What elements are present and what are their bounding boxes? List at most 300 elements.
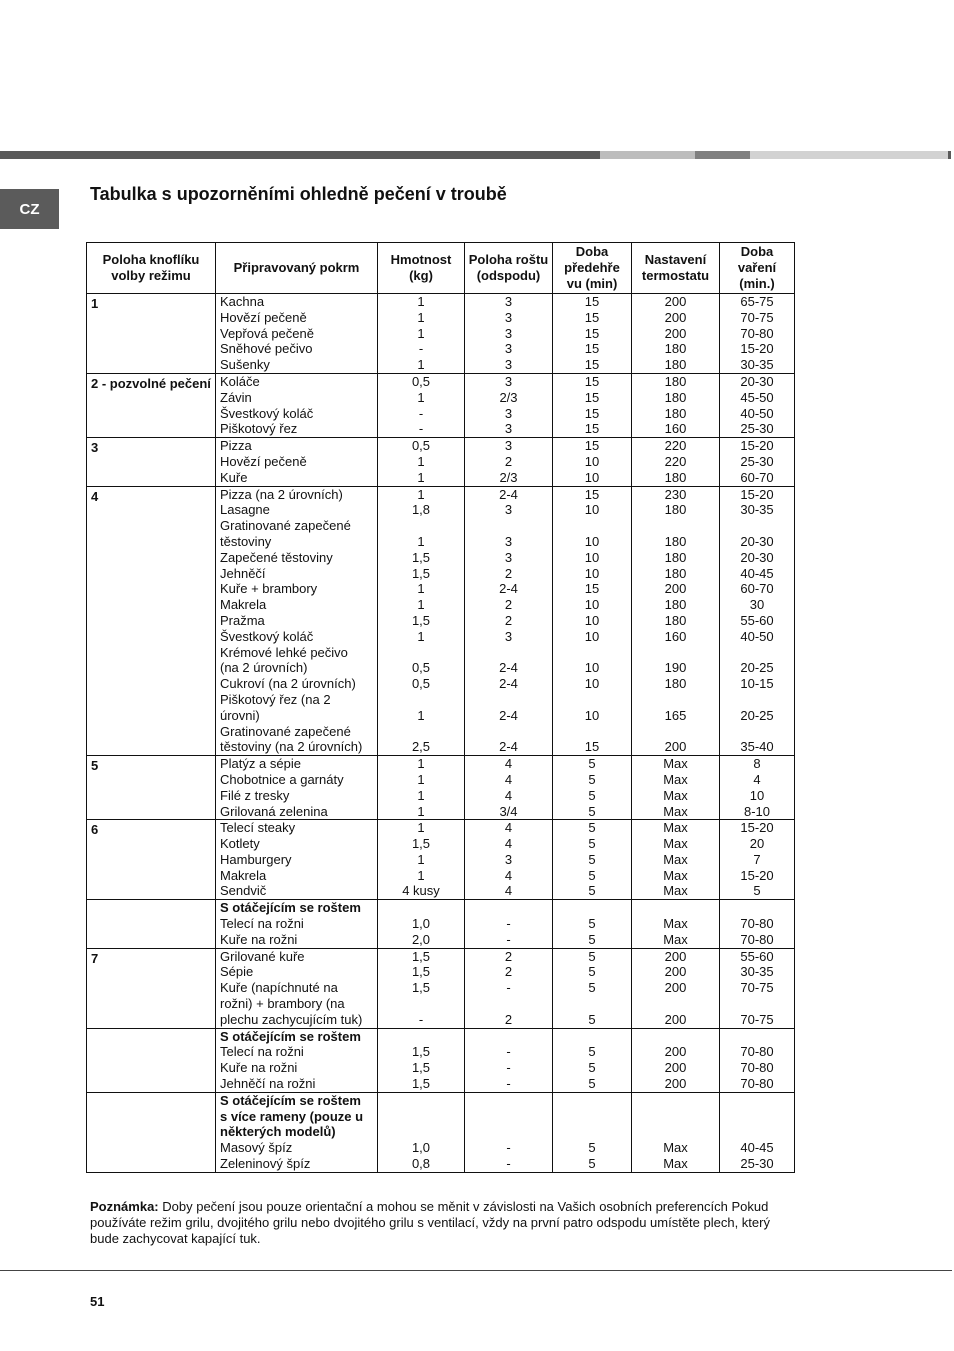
cell-value: Švestkový koláč <box>220 405 314 421</box>
cell-value: Makrela <box>220 597 267 613</box>
cook-time-cell <box>720 486 795 756</box>
cell-value <box>632 1124 719 1140</box>
cell-value: 40-50 <box>740 405 774 421</box>
cell-value: 5 <box>588 1011 596 1027</box>
header-bar-mid <box>695 151 750 159</box>
cell-value <box>632 1109 719 1125</box>
cell-value: Max <box>663 820 688 836</box>
cell-value: 70-80 <box>740 325 774 341</box>
cell-value: některých modelů) <box>220 1124 336 1140</box>
cell-value: Kuře na rožni <box>220 1060 298 1076</box>
cell-value: S otáčejícím se roštem <box>220 1092 361 1108</box>
language-tab <box>0 189 59 229</box>
cell-value: - <box>418 1011 424 1027</box>
cell-value: 4 <box>504 756 513 772</box>
table-row <box>87 438 795 486</box>
cell-value: 5 <box>588 964 596 980</box>
cell-value: 180 <box>664 549 687 565</box>
cell-value: Vepřová pečeně <box>220 325 314 341</box>
cell-value: 1 <box>417 851 425 867</box>
cell-value <box>553 1124 631 1140</box>
cell-value: 10 <box>584 612 600 628</box>
cell-value: 3 <box>504 373 513 389</box>
cell-value: Max <box>663 1156 688 1172</box>
header-bar-dark <box>0 151 600 159</box>
table-row <box>87 756 795 820</box>
header-bar-light <box>600 151 695 159</box>
cell-value <box>720 900 794 916</box>
thermostat-cell <box>632 820 720 900</box>
cell-value: 15 <box>584 373 600 389</box>
cell-value: Krémové lehké pečivo <box>220 644 348 660</box>
cell-value: Kuře + brambory <box>220 581 318 597</box>
note-label: Poznámka: <box>90 1199 159 1214</box>
cell-value: Max <box>663 787 688 803</box>
cell-value: s více rameny (pouze u <box>220 1108 364 1124</box>
cell-value: 3 <box>504 405 513 421</box>
cell-value: 2 <box>504 1011 513 1027</box>
cell-value: rožni) + brambory (na <box>220 996 345 1012</box>
cell-value: Piškotový řez <box>220 421 298 437</box>
cell-value: 200 <box>664 1076 687 1092</box>
cell-value: 70-80 <box>740 1060 774 1076</box>
cell-value: 3 <box>504 851 513 867</box>
cell-value: Švestkový koláč <box>220 628 314 644</box>
cell-value: - <box>506 1044 511 1060</box>
cell-value: 40-45 <box>740 1140 774 1156</box>
cell-value <box>378 900 464 916</box>
preheat-cell <box>553 1028 632 1092</box>
cell-value: 30-35 <box>740 502 774 518</box>
cell-value: 15 <box>584 438 600 454</box>
table-row <box>87 1028 795 1092</box>
cell-value: Max <box>663 851 688 867</box>
cell-value: 220 <box>664 453 687 469</box>
cell-value: 5 <box>588 820 596 836</box>
cell-value: 15 <box>584 325 600 341</box>
cell-value: 220 <box>664 438 687 454</box>
cell-value: 10 <box>584 469 600 485</box>
cell-value: 1,5 <box>411 1044 431 1060</box>
header-bar-pale <box>750 151 948 159</box>
cell-value <box>465 724 552 740</box>
cell-value: Cukroví (na 2 úrovních) <box>220 676 356 692</box>
cell-value <box>378 1124 464 1140</box>
preheat-cell <box>553 948 632 1028</box>
cell-value: Sendvič <box>220 883 267 899</box>
cell-value: 5 <box>588 916 596 932</box>
rack-cell <box>465 820 553 900</box>
cell-value: 25-30 <box>740 1156 774 1172</box>
cell-value: 3 <box>504 325 513 341</box>
cell-value: Chobotnice a garnáty <box>220 771 344 787</box>
cell-value: Gratinované zapečené <box>220 518 351 534</box>
dish-cell <box>216 438 378 486</box>
cell-value: 4 <box>504 867 513 883</box>
cell-value: 3 <box>504 294 513 309</box>
cell-value: 40-50 <box>740 628 774 644</box>
cell-value: 10 <box>584 628 600 644</box>
cell-value: úrovni) <box>220 707 260 723</box>
cell-value: 1 <box>417 469 425 485</box>
cell-value: 200 <box>664 964 687 980</box>
cell-value: 10 <box>584 549 600 565</box>
cell-value: Max <box>663 883 688 899</box>
cell-value: 20-25 <box>740 660 774 676</box>
cell-value: 1 <box>417 707 425 723</box>
cell-value: 3 <box>504 549 513 565</box>
cell-value: Grilovaná zelenina <box>220 803 328 819</box>
cook-time-cell <box>720 948 795 1028</box>
cell-value: Pizza (na 2 úrovních) <box>220 486 343 502</box>
rack-cell <box>465 756 553 820</box>
cell-value: 70-80 <box>740 916 774 932</box>
cell-value: Max <box>663 836 688 852</box>
cell-value: 15 <box>584 581 600 597</box>
cell-value: plechu zachycujícím tuk) <box>220 1011 363 1027</box>
cell-value <box>378 724 464 740</box>
table-row <box>87 900 795 948</box>
preheat-cell <box>553 1092 632 1172</box>
cell-value: 2 <box>504 597 513 613</box>
cell-value: 200 <box>664 325 687 341</box>
cell-value: 15 <box>584 294 600 309</box>
cell-value: 15 <box>584 486 600 502</box>
cell-value <box>378 1093 464 1109</box>
cell-value: 5 <box>588 787 596 803</box>
cell-value: 2 <box>504 565 513 581</box>
cell-value: 190 <box>664 660 687 676</box>
cell-value: 35-40 <box>740 739 774 755</box>
cell-value: 1,5 <box>411 1076 431 1092</box>
cell-value: 180 <box>664 612 687 628</box>
cell-value: 5 <box>588 1060 596 1076</box>
cell-value: Hovězí pečeně <box>220 453 307 469</box>
cell-value: Koláče <box>220 373 260 389</box>
cell-value: 3 <box>504 628 513 644</box>
cell-value: 2 <box>504 612 513 628</box>
table-row <box>87 294 795 374</box>
cell-value: - <box>418 421 424 437</box>
cell-value <box>553 1109 631 1125</box>
cell-value: - <box>418 341 424 357</box>
cell-value: 180 <box>664 469 687 485</box>
cell-value <box>553 645 631 661</box>
dish-cell <box>216 820 378 900</box>
thermostat-cell <box>632 756 720 820</box>
cell-value: 180 <box>664 373 687 389</box>
cell-value: 15-20 <box>740 820 774 836</box>
cell-value: 180 <box>664 341 687 357</box>
cell-value: 1 <box>417 597 425 613</box>
cell-value: 200 <box>664 1044 687 1060</box>
cell-value: 5 <box>588 948 596 964</box>
cell-value: 20-25 <box>740 707 774 723</box>
thermostat-cell <box>632 486 720 756</box>
cell-value: Filé z tresky <box>220 787 290 803</box>
cell-value: 1 <box>417 309 425 325</box>
cell-value: 10 <box>584 707 600 723</box>
cell-value: 200 <box>664 739 687 755</box>
rack-cell <box>465 900 553 948</box>
cell-value: 8-10 <box>743 803 771 819</box>
cell-value: 40-45 <box>740 565 774 581</box>
thermostat-cell <box>632 373 720 437</box>
cell-value: 0,5 <box>411 438 431 454</box>
rack-cell <box>465 948 553 1028</box>
dish-cell <box>216 373 378 437</box>
cell-value: 8 <box>753 756 761 772</box>
header-preheat: Doba předehře vu (min) <box>553 243 632 294</box>
cell-value: 4 <box>504 771 513 787</box>
thermostat-cell <box>632 900 720 948</box>
cell-value: 1 <box>417 294 425 309</box>
cell-value <box>720 692 794 708</box>
cell-value: 30-35 <box>740 357 774 373</box>
cell-value: Max <box>663 756 688 772</box>
cell-value <box>465 1109 552 1125</box>
cell-value: 20 <box>749 836 765 852</box>
cell-value: 1 <box>417 533 425 549</box>
cell-value: Gratinované zapečené <box>220 723 351 739</box>
preheat-cell <box>553 820 632 900</box>
rack-cell <box>465 1092 553 1172</box>
cook-time-cell <box>720 756 795 820</box>
cell-value: 5 <box>588 771 596 787</box>
cell-value: 1,5 <box>411 948 431 964</box>
cell-value: 1 <box>417 803 425 819</box>
cell-value: 1,5 <box>411 980 431 996</box>
cell-value: 1,8 <box>411 502 431 518</box>
cell-value <box>378 692 464 708</box>
cell-value: 2/3 <box>499 469 518 485</box>
cell-value: - <box>506 931 511 947</box>
cell-value: 0,5 <box>411 373 431 389</box>
page-title: Tabulka s upozorněními ohledně pečení v troubě <box>90 184 507 204</box>
cell-value: 1,0 <box>411 916 431 932</box>
footer-divider <box>0 1270 952 1271</box>
cell-value: 5 <box>588 1140 596 1156</box>
cell-value: 3 <box>504 533 513 549</box>
cell-value: 5 <box>588 980 596 996</box>
rack-cell <box>465 438 553 486</box>
cell-value: - <box>506 1060 511 1076</box>
cell-value: 5 <box>588 756 596 772</box>
cell-value: Jehněčí <box>220 565 266 581</box>
cell-value: 5 <box>588 883 596 899</box>
cell-value <box>465 1124 552 1140</box>
cell-value: Kuře na rožni <box>220 931 298 947</box>
cell-value: 1,5 <box>411 565 431 581</box>
cell-value: - <box>506 916 511 932</box>
cell-value: 70-80 <box>740 1044 774 1060</box>
cell-value: 180 <box>664 389 687 405</box>
cook-time-cell <box>720 900 795 948</box>
cell-value: 2-4 <box>499 676 518 692</box>
cell-value: 10 <box>584 533 600 549</box>
cook-time-cell <box>720 820 795 900</box>
cell-value: 15 <box>584 405 600 421</box>
cell-value <box>720 996 794 1012</box>
cell-value: Max <box>663 771 688 787</box>
cell-value: 1 <box>417 486 425 502</box>
cell-value <box>465 996 552 1012</box>
cell-value: 10 <box>584 676 600 692</box>
cell-value: 4 <box>753 771 761 787</box>
cell-value: 55-60 <box>740 948 774 964</box>
cell-value: Jehněčí na rožni <box>220 1076 316 1092</box>
thermostat-cell <box>632 1092 720 1172</box>
preheat-cell <box>553 756 632 820</box>
table-row <box>87 486 795 756</box>
dish-cell <box>216 1028 378 1092</box>
cell-value: - <box>506 1140 511 1156</box>
cell-value: Lasagne <box>220 502 270 518</box>
cell-value: Telecí na rožni <box>220 916 304 932</box>
cell-value: 200 <box>664 294 687 309</box>
cell-value: 10 <box>584 597 600 613</box>
cell-value: 200 <box>664 309 687 325</box>
weight-cell <box>378 294 465 374</box>
cell-value <box>465 692 552 708</box>
mode-cell <box>87 1028 216 1092</box>
cell-value: 3 <box>504 357 513 373</box>
cell-value: Sněhové pečivo <box>220 341 313 357</box>
weight-cell <box>378 373 465 437</box>
note-text: Doby pečení jsou pouze orientační a mohou se měnit v závislosti na Vašich osobních preferencích Pokud používáte režim grilu, dvojitého grilu nebo dvojitého grilu s ventilací, vždy na první patro odspodu umístěte plech, který bude zachycovat kapající tuk. <box>90 1199 770 1246</box>
cell-value <box>720 1029 794 1045</box>
header-mode: Poloha knoflíku volby režimu <box>87 243 216 294</box>
cell-value <box>632 1093 719 1109</box>
cell-value: - <box>506 1156 511 1172</box>
cell-value: 70-75 <box>740 1011 774 1027</box>
cell-value <box>378 996 464 1012</box>
preheat-cell <box>553 294 632 374</box>
cell-value <box>465 1029 552 1045</box>
cell-value: 70-75 <box>740 980 774 996</box>
rack-cell <box>465 1028 553 1092</box>
cell-value: 200 <box>664 1060 687 1076</box>
cell-value: 1 <box>417 628 425 644</box>
cell-value: 5 <box>588 803 596 819</box>
cell-value: 2 <box>504 453 513 469</box>
cell-value: Zeleninový špíz <box>220 1156 311 1172</box>
cell-value <box>632 692 719 708</box>
cell-value: 1 <box>417 820 425 836</box>
dish-cell <box>216 900 378 948</box>
cell-value: 5 <box>588 931 596 947</box>
cell-value: 160 <box>664 628 687 644</box>
cell-value <box>632 518 719 534</box>
cell-value: - <box>506 1076 511 1092</box>
cell-value: 2-4 <box>499 486 518 502</box>
cell-value: Sépie <box>220 964 254 980</box>
cell-value: S otáčejícím se roštem <box>220 900 361 916</box>
cell-value: 0,8 <box>411 1156 431 1172</box>
cell-value <box>720 518 794 534</box>
rack-cell <box>465 486 553 756</box>
cell-value: 3/4 <box>499 803 518 819</box>
cell-value: Hamburgery <box>220 851 292 867</box>
cell-value: 55-60 <box>740 612 774 628</box>
cell-value: Telecí steaky <box>220 820 296 836</box>
cell-value: 180 <box>664 405 687 421</box>
cell-value: 45-50 <box>740 389 774 405</box>
cell-value: 10-15 <box>740 676 774 692</box>
cell-value: 25-30 <box>740 453 774 469</box>
cell-value: 200 <box>664 1011 687 1027</box>
cell-value <box>465 645 552 661</box>
cell-value: 15 <box>584 309 600 325</box>
cell-value: 5 <box>588 867 596 883</box>
cell-value: 15 <box>584 739 600 755</box>
cell-value: Telecí na rožni <box>220 1044 304 1060</box>
preheat-cell <box>553 900 632 948</box>
cell-value: 1,0 <box>411 1140 431 1156</box>
cell-value: 2-4 <box>499 660 518 676</box>
cell-value: 5 <box>753 883 761 899</box>
cell-value: Kachna <box>220 294 265 309</box>
cell-value: 20-30 <box>740 549 774 565</box>
cell-value: Kotlety <box>220 836 260 852</box>
cell-value: 160 <box>664 421 687 437</box>
cell-value: 2 <box>504 964 513 980</box>
weight-cell <box>378 1092 465 1172</box>
cell-value <box>553 1029 631 1045</box>
cell-value: Max <box>663 916 688 932</box>
cell-value: 60-70 <box>740 581 774 597</box>
cell-value: Piškotový řez (na 2 <box>220 691 331 707</box>
cell-value <box>632 900 719 916</box>
rack-cell <box>465 373 553 437</box>
cell-value: 4 <box>504 820 513 836</box>
cell-value: 180 <box>664 357 687 373</box>
cell-value <box>465 1093 552 1109</box>
cell-value: Platýz a sépie <box>220 756 301 772</box>
cell-value: 15 <box>584 357 600 373</box>
cell-value: 70-80 <box>740 931 774 947</box>
cell-value: S otáčejícím se roštem <box>220 1028 361 1044</box>
cell-value <box>378 645 464 661</box>
cell-value: 1,5 <box>411 1060 431 1076</box>
cook-time-cell <box>720 294 795 374</box>
cell-value: Sušenky <box>220 357 270 373</box>
cell-value <box>553 1093 631 1109</box>
mode-cell: 6 <box>87 820 216 900</box>
thermostat-cell <box>632 1028 720 1092</box>
weight-cell <box>378 756 465 820</box>
cell-value: 4 <box>504 883 513 899</box>
cell-value: 2,0 <box>411 931 431 947</box>
cell-value: 1 <box>417 771 425 787</box>
mode-cell: 7 <box>87 948 216 1028</box>
cell-value: 15 <box>584 389 600 405</box>
dish-cell <box>216 948 378 1028</box>
cell-value <box>720 724 794 740</box>
cell-value: Grilované kuře <box>220 948 305 964</box>
cell-value: 1 <box>417 357 425 373</box>
cell-value: 1 <box>417 389 425 405</box>
cell-value <box>720 645 794 661</box>
cell-value: Max <box>663 867 688 883</box>
cell-value: Max <box>663 1140 688 1156</box>
cell-value <box>720 1109 794 1125</box>
cell-value: Max <box>663 803 688 819</box>
cell-value: 1 <box>417 581 425 597</box>
cell-value: 230 <box>664 486 687 502</box>
cell-value <box>378 1029 464 1045</box>
cell-value: 10 <box>584 565 600 581</box>
